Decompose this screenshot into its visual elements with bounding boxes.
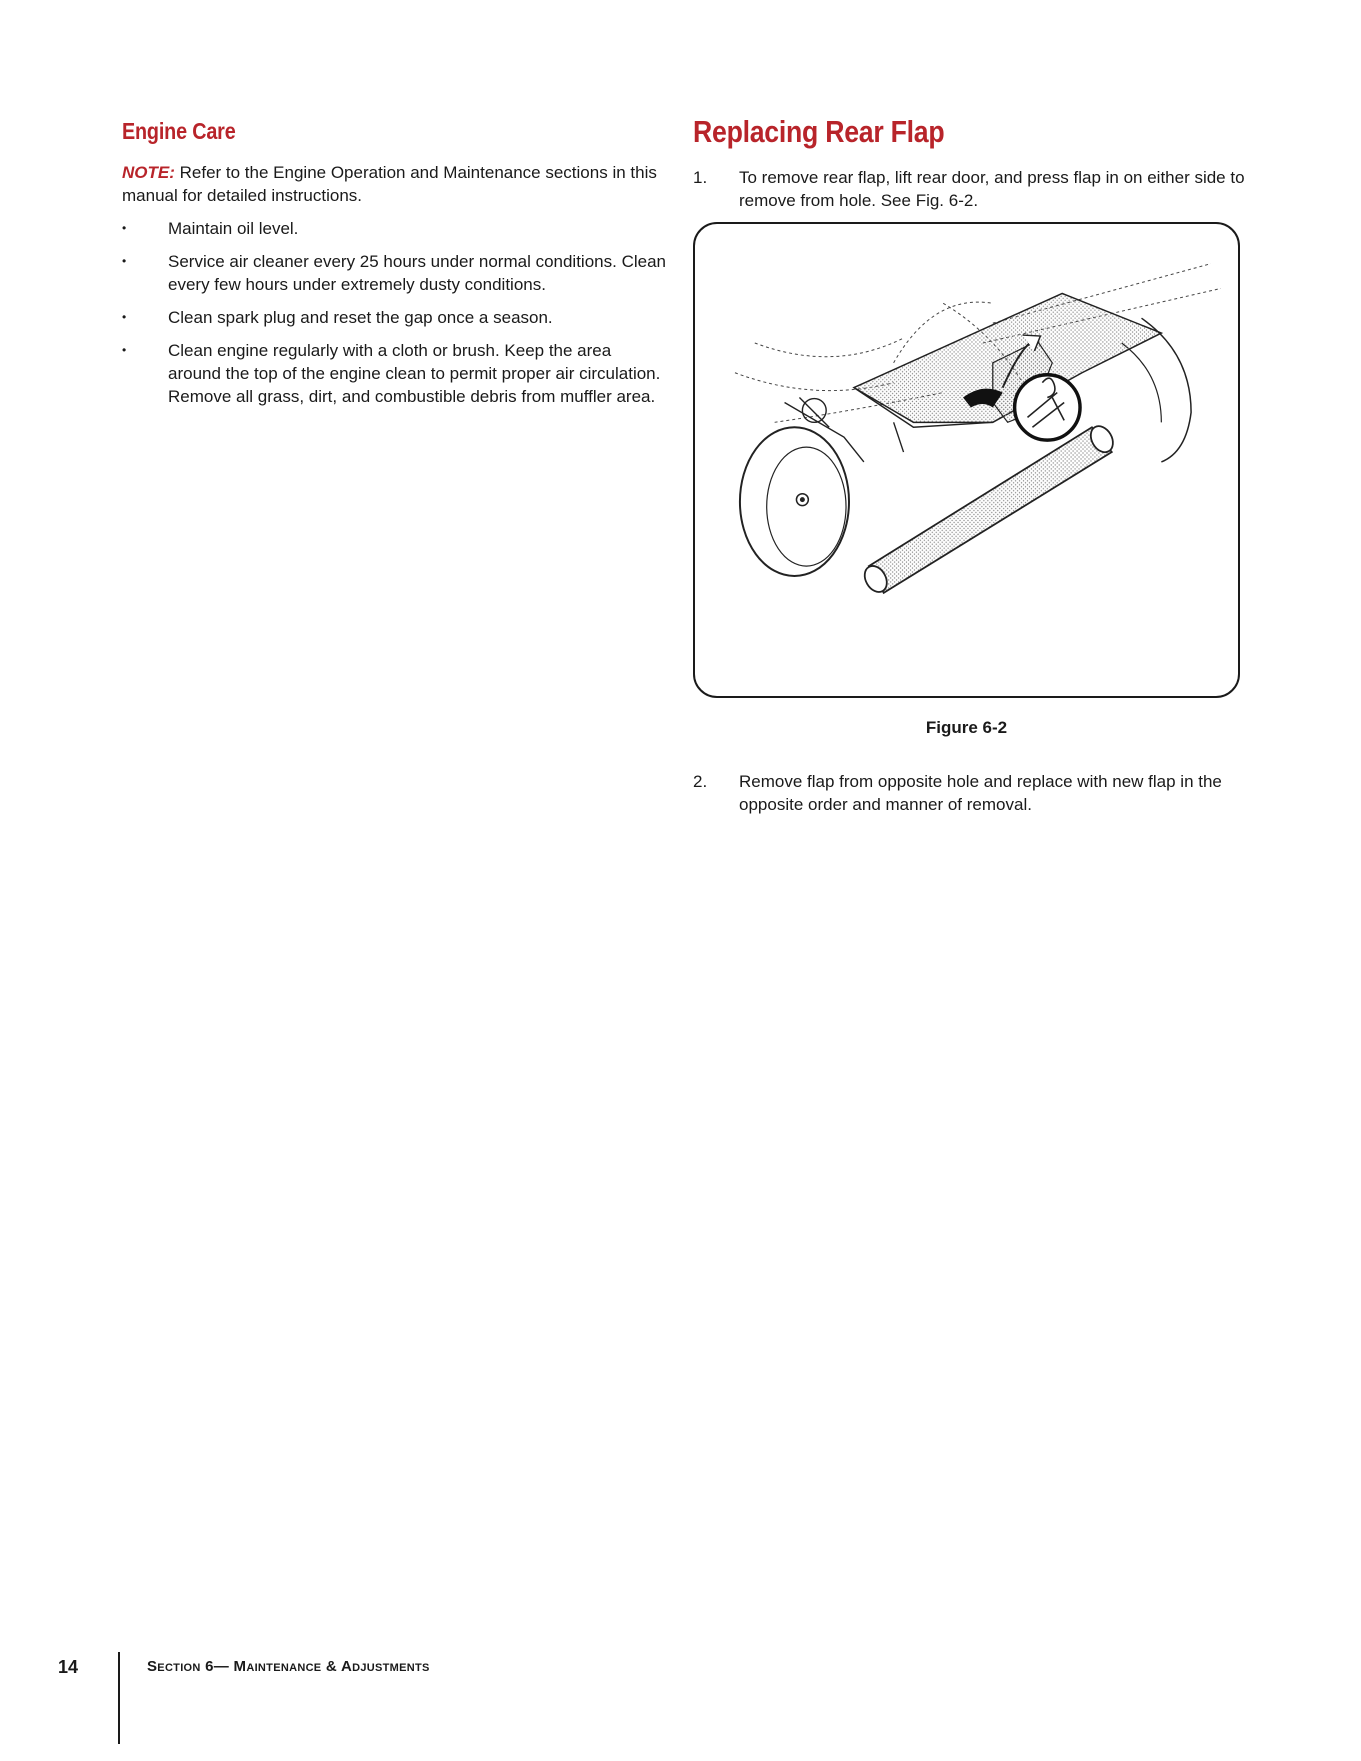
bullet-glyph: •	[122, 310, 127, 324]
list-item-text: Service air cleaner every 25 hours under normal conditions. Clean every few hours under extremely dusty conditions.	[168, 252, 666, 294]
left-column	[122, 118, 667, 418]
list-item-text: Maintain oil level.	[168, 219, 299, 238]
mower-rear-flap-drawing	[695, 224, 1238, 696]
bullet-glyph: •	[122, 343, 127, 357]
step-number: 1.	[693, 168, 708, 187]
engine-care-list	[122, 217, 667, 408]
steps-list-second	[693, 770, 1248, 816]
step-item	[693, 166, 1248, 212]
list-item	[122, 339, 667, 408]
step-text: Remove flap from opposite hole and replace with new flap in the opposite order and manner of removal.	[739, 772, 1222, 814]
step-text: To remove rear flap, lift rear door, and press flap in on either side to remove from hole. See Fig. 6-2.	[739, 168, 1245, 210]
list-item-text: Clean spark plug and reset the gap once a season.	[168, 308, 553, 327]
list-item	[122, 306, 667, 329]
engine-care-heading: Engine Care	[122, 118, 236, 144]
figure-6-2-illustration	[693, 222, 1240, 698]
steps-list	[693, 770, 1248, 816]
list-item-text: Clean engine regularly with a cloth or brush. Keep the area around the top of the engine clean to permit proper air circulation. Remove all grass, dirt, and combustible debris from muffler area.	[168, 341, 661, 406]
note-paragraph	[122, 161, 667, 207]
bullet-glyph: •	[122, 254, 127, 268]
note-label: NOTE:	[122, 163, 175, 182]
note-text: Refer to the Engine Operation and Maintenance sections in this manual for detailed instructions.	[122, 163, 657, 205]
bullet-glyph: •	[122, 221, 127, 235]
section-footer: Section 6— Maintenance & Adjustments	[147, 1658, 430, 1675]
page-number: 14	[58, 1657, 79, 1677]
list-item	[122, 217, 667, 240]
replacing-rear-flap-heading: Replacing Rear Flap	[693, 114, 945, 149]
right-column	[693, 114, 1248, 212]
steps-list-first	[693, 166, 1248, 212]
figure-caption: Figure 6-2	[925, 718, 1008, 737]
footer-divider	[118, 1652, 120, 1744]
list-item	[122, 250, 667, 296]
step-number: 2.	[693, 772, 708, 791]
step-item	[693, 770, 1248, 816]
